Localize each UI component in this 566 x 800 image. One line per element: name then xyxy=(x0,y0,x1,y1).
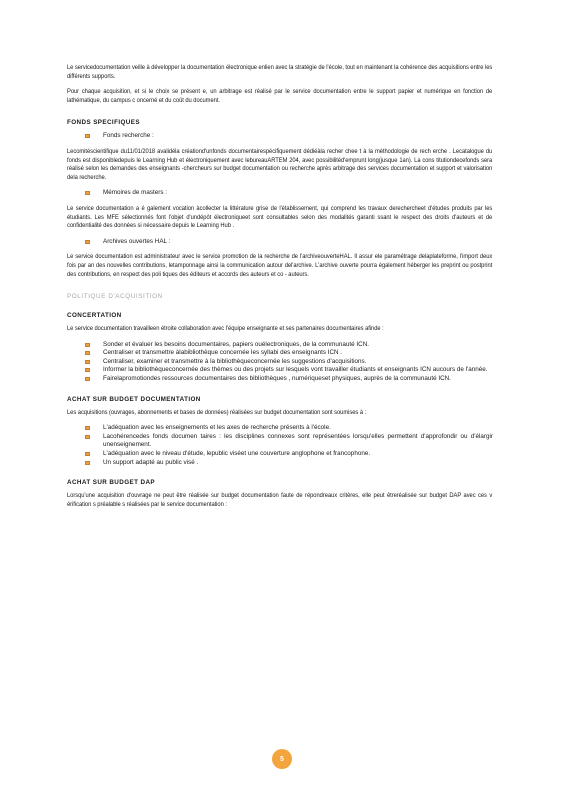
page-content xyxy=(67,64,493,516)
square-bullet-icon xyxy=(85,351,90,355)
fonds-recherche-label: Fonds recherche : xyxy=(103,132,154,140)
concertation-paragraph: Le service documentation travailleen étroite collaboration avec l'équipe enseignante et ses partenaires documentaires afinde : xyxy=(67,325,384,333)
list-item-text: L'adéquation avec les enseignements et les axes de recherche présents à l'école. xyxy=(103,424,331,432)
memoires-paragraph: Le service documentation a é galement vocation àcollecter la littérature grise de l'établissement, qui comprend les travaux derechercheet d'études produits par les étudiants. Les MFE sélectionnés font l'objet d'undépôt électroniqueet sont consultables selon des modalités garanti ssant le respect des droits d'auteurs et de confidentialité des données si nécessaire depuis le Learning Hub . xyxy=(67,204,493,230)
page-number-badge: 5 xyxy=(272,749,292,769)
list-item xyxy=(67,459,493,468)
list-item-text: Centraliser, examiner et transmettre à la bibliothèqueconcernée les suggestions d'acquisitions. xyxy=(103,357,367,365)
list-item-text: L'adéquation avec le niveau d'étude, lepublic viséet une couverture anglophone et francophone. xyxy=(103,450,371,458)
achat-dap-paragraph: Lorsqu'une acquisition d'ouvrage ne peut être réalisée sur budget documentation faute de répondreaux critères, elle peut êtreréalisée sur budget DAP avec ces v érification s préalable s réalisées par le service documentation : xyxy=(67,492,493,508)
square-bullet-icon xyxy=(85,240,90,244)
memoires-label: Mémoires de masters : xyxy=(103,189,168,197)
list-item-text: Lacohérencedes fonds documen taires : les disciplines connexes sont représentées lorsqu'elles permettent d'approfondir ou d'élargir unenseignement. xyxy=(103,432,493,449)
fonds-heading: FONDS SPECIFIQUES xyxy=(67,119,140,127)
list-item xyxy=(67,424,493,433)
list-item-text: Sonder et évaluer les besoins documentaires, papiers ouélectroniques, de la communauté ICN. xyxy=(103,340,370,348)
square-bullet-icon xyxy=(85,377,90,381)
concertation-heading: CONCERTATION xyxy=(67,312,122,320)
square-bullet-icon xyxy=(85,191,90,195)
square-bullet-icon xyxy=(85,461,90,465)
politique-heading: POLITIQUE D'ACQUISITION xyxy=(67,293,163,301)
intro-paragraph-1: Le servicedocumentation veille à développer la documentation électronique enlien avec la stratégie de l'école, tout en maintenant la cohérence des acquisitions entre les différents supports. xyxy=(67,64,493,80)
concertation-list xyxy=(67,341,493,384)
list-item-text: Un support adapté au public visé . xyxy=(103,458,199,466)
list-item-text: Informer la bibliothèqueconcernée des thèmes ou des projets sur lesquels vont travailler étudiants et enseignants ICN aucours de l'année. xyxy=(103,366,488,374)
list-item xyxy=(67,375,493,384)
list-item xyxy=(67,433,493,450)
square-bullet-icon xyxy=(85,134,90,138)
archives-paragraph: Le service documentation est administrateur avec le service promotion de la recherche de l'archiveouverteHAL. Il assur ele paramétrage delaplateforme, l'import deux fois par an des nouvelles contributions, letamponnage ainsi la communication autour del'archive. L'archive ouverte pourra également héberger les preprint ou postprint des contributions, en respect des poli tiques des éditeurs et accords des auteurs et co - auteurs. xyxy=(67,253,493,278)
achat-doc-heading: ACHAT SUR BUDGET DOCUMENTATION xyxy=(67,395,201,403)
achat-doc-paragraph: Les acquisitions (ouvrages, abonnements et bases de données) réalisées sur budget documentation sont soumises à : xyxy=(67,408,367,416)
archives-label: Archives ouvertes HAL : xyxy=(103,237,171,245)
achat-dap-heading: ACHAT SUR BUDGET DAP xyxy=(67,479,155,487)
square-bullet-icon xyxy=(85,452,90,456)
list-item xyxy=(67,366,493,375)
fonds-recherche-item xyxy=(67,132,493,141)
intro-paragraph-2: Pour chaque acquisition, et si le choix se présent e, un arbitrage est réalisé par le service documentation entre le support papier et numérique en fonction de lathématique, du campus c oncerné et du coût du document. xyxy=(67,88,493,104)
archives-item xyxy=(67,238,493,247)
list-item xyxy=(67,450,493,459)
list-item-text: Centraliser et transmettre àlabibliothèque concernée les syllabi des enseignants ICN . xyxy=(103,349,343,357)
square-bullet-icon xyxy=(85,435,90,439)
list-item xyxy=(67,349,493,358)
list-item-text: Fairelapromotiondes ressources documentaires des bibliothèques , numériqueset physiques, auprès de la communauté ICN. xyxy=(103,375,451,383)
list-item xyxy=(67,358,493,367)
fonds-recherche-paragraph: Lecomitéscientifique du11/01/2018 avalidéla créationd'unfonds documentairespécifiquement dédiéàla recher chee t à la méthodologie de rech erche . Lecatalogue du fonds est disponibledepuis le Learning Hub et électroniquement avec lebureauARTEM 204, avec possibilitéd'emprunt long(jusque 1an). La cons titutiondecefonds sera réalisé selon les demandes des enseignants -chercheurs sur budget documentation ou recherche après arbitrage des services documentation et support et valorisation dela recherche. xyxy=(67,147,493,181)
memoires-item xyxy=(67,189,493,198)
square-bullet-icon xyxy=(85,368,90,372)
achat-doc-list xyxy=(67,424,493,467)
square-bullet-icon xyxy=(85,426,90,430)
square-bullet-icon xyxy=(85,360,90,364)
square-bullet-icon xyxy=(85,343,90,347)
list-item xyxy=(67,341,493,350)
